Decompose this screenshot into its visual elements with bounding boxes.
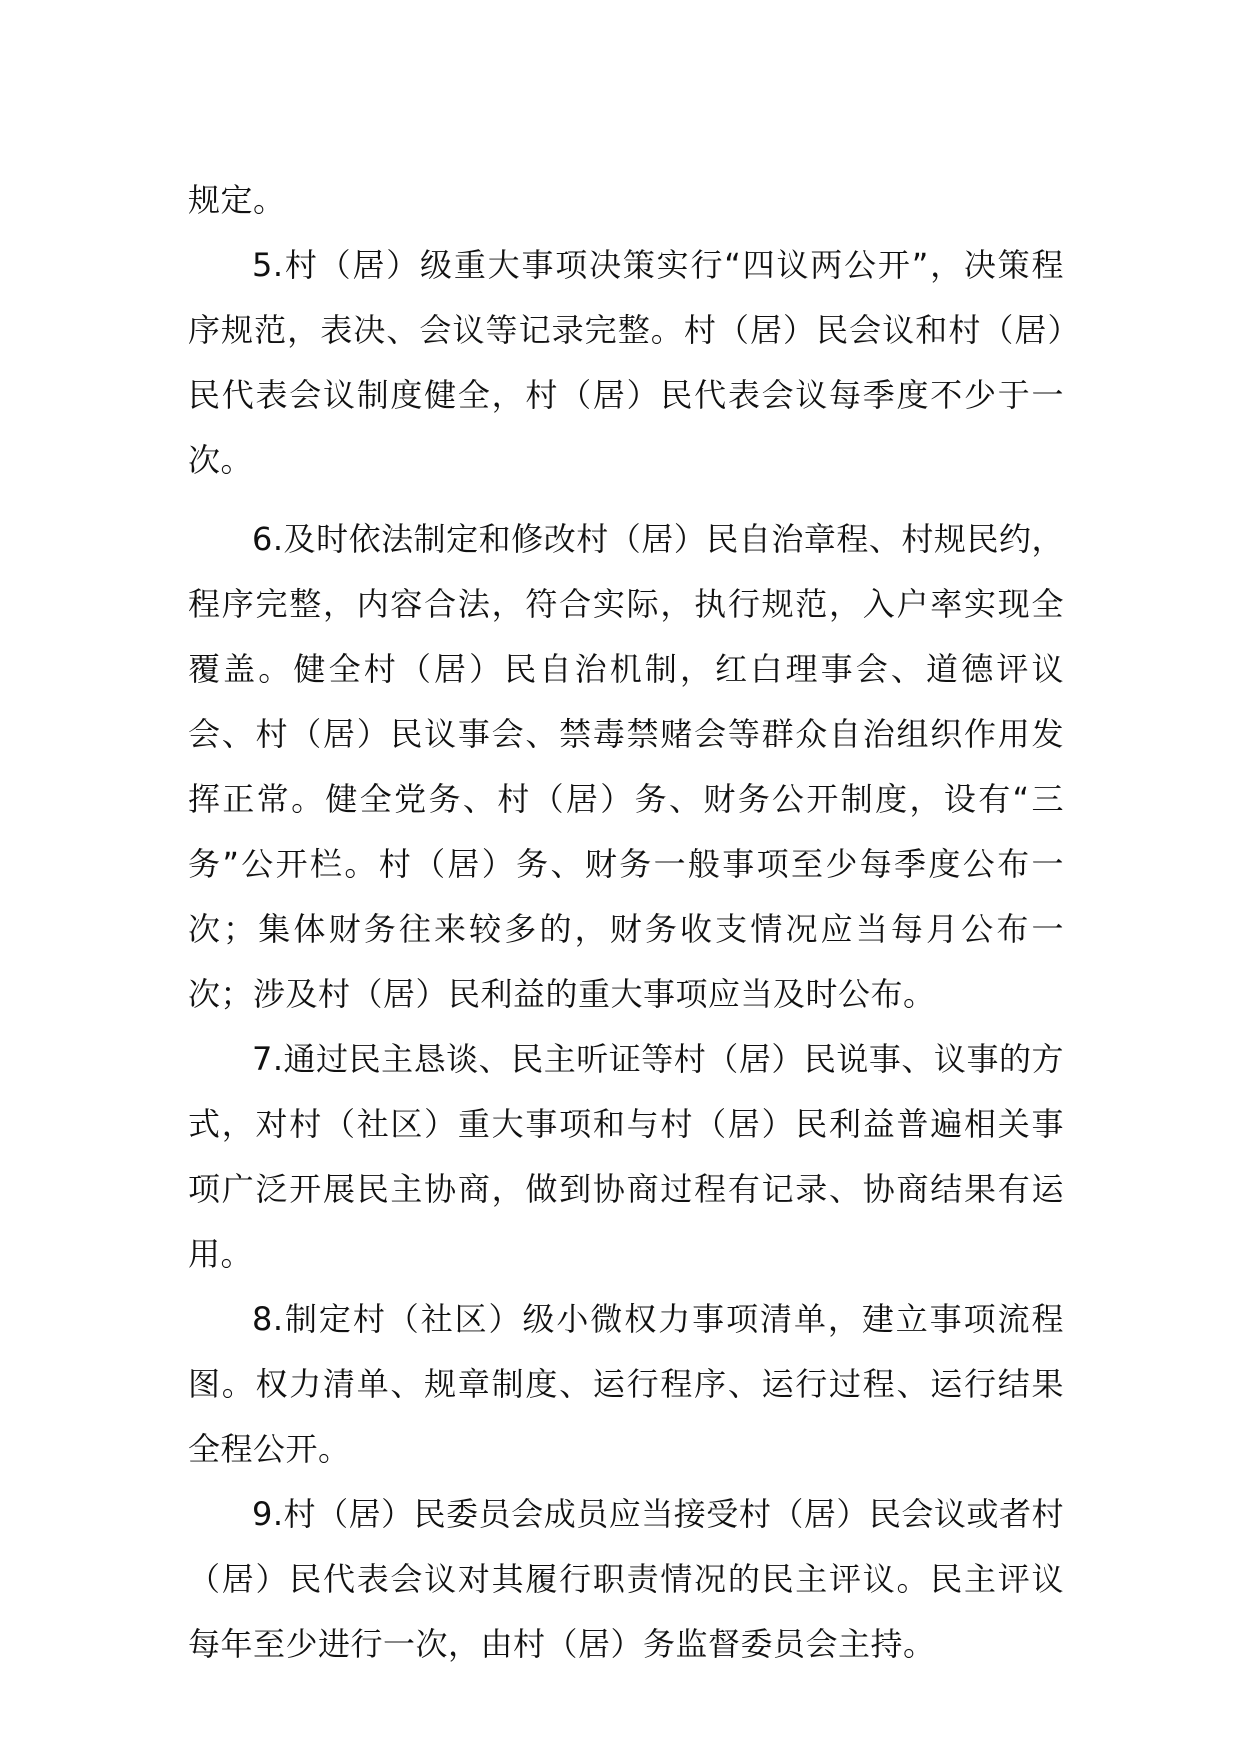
paragraph-item-5: 5.村（居）级重大事项决策实行“四议两公开”，决策程序规范，表决、会议等记录完整。村（居）民会议和村（居）民代表会议制度健全，村（居）民代表会议每季度不少于一次。	[188, 246, 1064, 479]
document-body	[188, 168, 1064, 1677]
paragraph-continuation: 规定。	[188, 181, 286, 219]
paragraph-item-6: 6.及时依法制定和修改村（居）民自治章程、村规民约，程序完整，内容合法，符合实际，执行规范，入户率实现全覆盖。健全村（居）民自治机制，红白理事会、道德评议会、村（居）民议事会、禁毒禁赌会等群众自治组织作用发挥正常。健全党务、村（居）务、财务公开制度，设有“三务”公开栏。村（居）务、财务一般事项至少每季度公布一次；集体财务往来较多的，财务收支情况应当每月公布一次；涉及村（居）民利益的重大事项应当及时公布。	[188, 520, 1064, 1013]
paragraph-item-8: 8.制定村（社区）级小微权力事项清单，建立事项流程图。权力清单、规章制度、运行程序、运行过程、运行结果全程公开。	[188, 1300, 1064, 1468]
paragraph-item-9: 9.村（居）民委员会成员应当接受村（居）民会议或者村（居）民代表会议对其履行职责情况的民主评议。民主评议每年至少进行一次，由村（居）务监督委员会主持。	[188, 1495, 1064, 1663]
paragraph-item-7: 7.通过民主恳谈、民主听证等村（居）民说事、议事的方式，对村（社区）重大事项和与村（居）民利益普遍相关事项广泛开展民主协商，做到协商过程有记录、协商结果有运用。	[188, 1040, 1064, 1273]
